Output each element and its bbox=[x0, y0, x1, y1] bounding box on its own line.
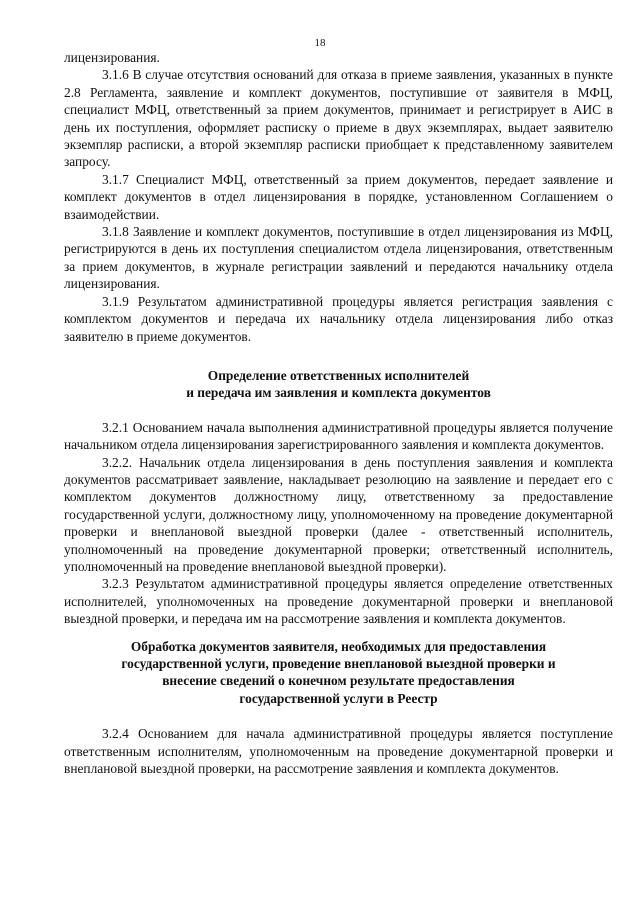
section-heading-document-processing bbox=[64, 638, 613, 708]
paragraph-3-2-4: 3.2.4 Основанием для начала административной процедуры является поступление ответственным исполнителям, уполномоченным на проведение документарной проверки и внеплановой выездной проверки, на рассмотрение заявления и комплекта документов. bbox=[64, 726, 613, 777]
document-body bbox=[64, 49, 613, 777]
paragraph-3-2-3: 3.2.3 Результатом административной процедуры является определение ответственных исполнителей, уполномоченных на проведение документарной проверки и внеплановой выездной проверки, и передача им на рассмотрение заявления и комплекта документов. bbox=[64, 576, 613, 627]
paragraph-3-1-9: 3.1.9 Результатом административной процедуры является регистрация заявления с комплектом документов и передача их начальнику отдела лицензирования либо отказ заявителю в приеме документов. bbox=[64, 293, 613, 344]
paragraph-3-1-7: 3.1.7 Специалист МФЦ, ответственный за прием документов, передает заявление и комплект документов в отдел лицензирования в порядке, установленном Соглашением о взаимодействии. bbox=[64, 171, 613, 222]
paragraph-3-2-1: 3.2.1 Основанием начала выполнения административной процедуры является получение начальником отдела лицензирования зарегистрированного заявления и комплекта документов. bbox=[64, 419, 613, 453]
page-number: 18 bbox=[314, 37, 326, 49]
heading-line: государственной услуги, проведение внеплановой выездной проверки и bbox=[121, 656, 556, 671]
paragraph-3-2-2: 3.2.2. Начальник отдела лицензирования в день поступления заявления и комплекта документов рассматривает заявление, накладывает резолюцию на заявление и передает его с комплектом документов должностному лицу, ответственному за предоставление государственной услуги, должностному лицу, уполномоченному на проведение документарной проверки и внеплановой выездной проверки (далее - ответственный исполнитель, уполномоченный на проведение документарной проверки; ответственный исполнитель, уполномоченный на проведение внеплановой выездной проверки). bbox=[64, 454, 613, 574]
heading-line: государственной услуги в Реестр bbox=[239, 690, 438, 706]
paragraph-continuation: лицензирования. bbox=[64, 50, 160, 65]
paragraph-3-1-6: 3.1.6 В случае отсутствия оснований для отказа в приеме заявления, указанных в пункте 2.8 Регламента, заявление и комплект документов, поступившие от заявителя в МФЦ, специалист МФЦ, ответственный за прием документов, принимает и регистрирует в АИС в день их поступления, оформляет расписку о приеме в двух экземплярах, выдает заявителю экземпляр расписки, а второй экземпляр расписки приобщает к представленному заявителем запросу. bbox=[64, 67, 613, 170]
heading-line: Определение ответственных исполнителей bbox=[207, 367, 470, 383]
heading-line: внесение сведений о конечном результате предоставления bbox=[162, 673, 515, 689]
heading-line: и передача им заявления и комплекта документов bbox=[186, 385, 491, 401]
paragraph-3-1-8: 3.1.8 Заявление и комплект документов, поступившие в отдел лицензирования из МФЦ, регистрируются в день их поступления специалистом отдела лицензирования, ответственным за прием документов, в журнале регистрации заявлений и передаются начальнику отдела лицензирования. bbox=[64, 224, 613, 292]
heading-line: Обработка документов заявителя, необходимых для предоставления bbox=[130, 638, 547, 654]
section-heading-responsible-executors bbox=[64, 367, 613, 402]
